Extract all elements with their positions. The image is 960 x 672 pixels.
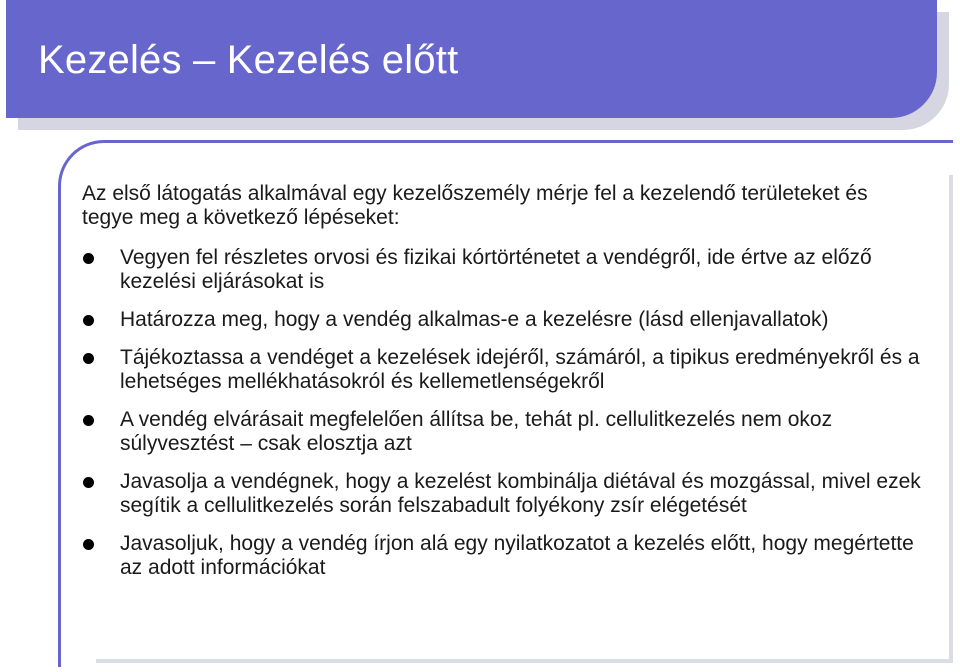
list-item (80, 346, 940, 394)
bullet-dot-icon (83, 477, 94, 488)
frame-shadow-right (949, 175, 953, 663)
bullet-text: Javasoljuk, hogy a vendég írjon alá egy nyilatkozatot a kezelés előtt, hogy megértette az adott információkat (120, 532, 914, 579)
bullet-text: Javasolja a vendégnek, hogy a kezelést kombinálja diétával és mozgással, mivel ezek segítik a cellulitkezelés során felszabadult folyékony zsír elégetését (120, 470, 921, 517)
bullet-dot-icon (83, 415, 94, 426)
list-item (80, 408, 940, 456)
bullet-dot-icon (83, 539, 94, 550)
bullet-dot-icon (83, 253, 94, 264)
frame-shadow-bottom (96, 659, 950, 663)
bullet-text: Tájékoztassa a vendéget a kezelések idejéről, számáról, a tipikus eredményekről és a lehetséges mellékhatásokról és kellemetlenségekről (120, 346, 920, 393)
bullet-list (80, 246, 940, 594)
slide-title: Kezelés – Kezelés előtt (38, 38, 459, 82)
bullet-dot-icon (83, 315, 94, 326)
bullet-text: Vegyen fel részletes orvosi és fizikai kórtörténetet a vendégről, ide értve az előző kezelési eljárásokat is (120, 246, 872, 293)
bullet-text: A vendég elvárásait megfelelően állítsa be, tehát pl. cellulitkezelés nem okoz súlyvesztést – csak elosztja azt (120, 408, 833, 455)
title-bar (6, 0, 937, 118)
list-item (80, 246, 940, 294)
bullet-dot-icon (83, 353, 94, 364)
list-item (80, 532, 940, 580)
bullet-text: Határozza meg, hogy a vendég alkalmas-e a kezelésre (lásd ellenjavallatok) (120, 308, 829, 331)
intro-text: Az első látogatás alkalmával egy kezelőszemély mérje fel a kezelendő területeket és tegye meg a következő lépéseket: (82, 182, 868, 229)
list-item (80, 470, 940, 518)
list-item (80, 308, 940, 332)
